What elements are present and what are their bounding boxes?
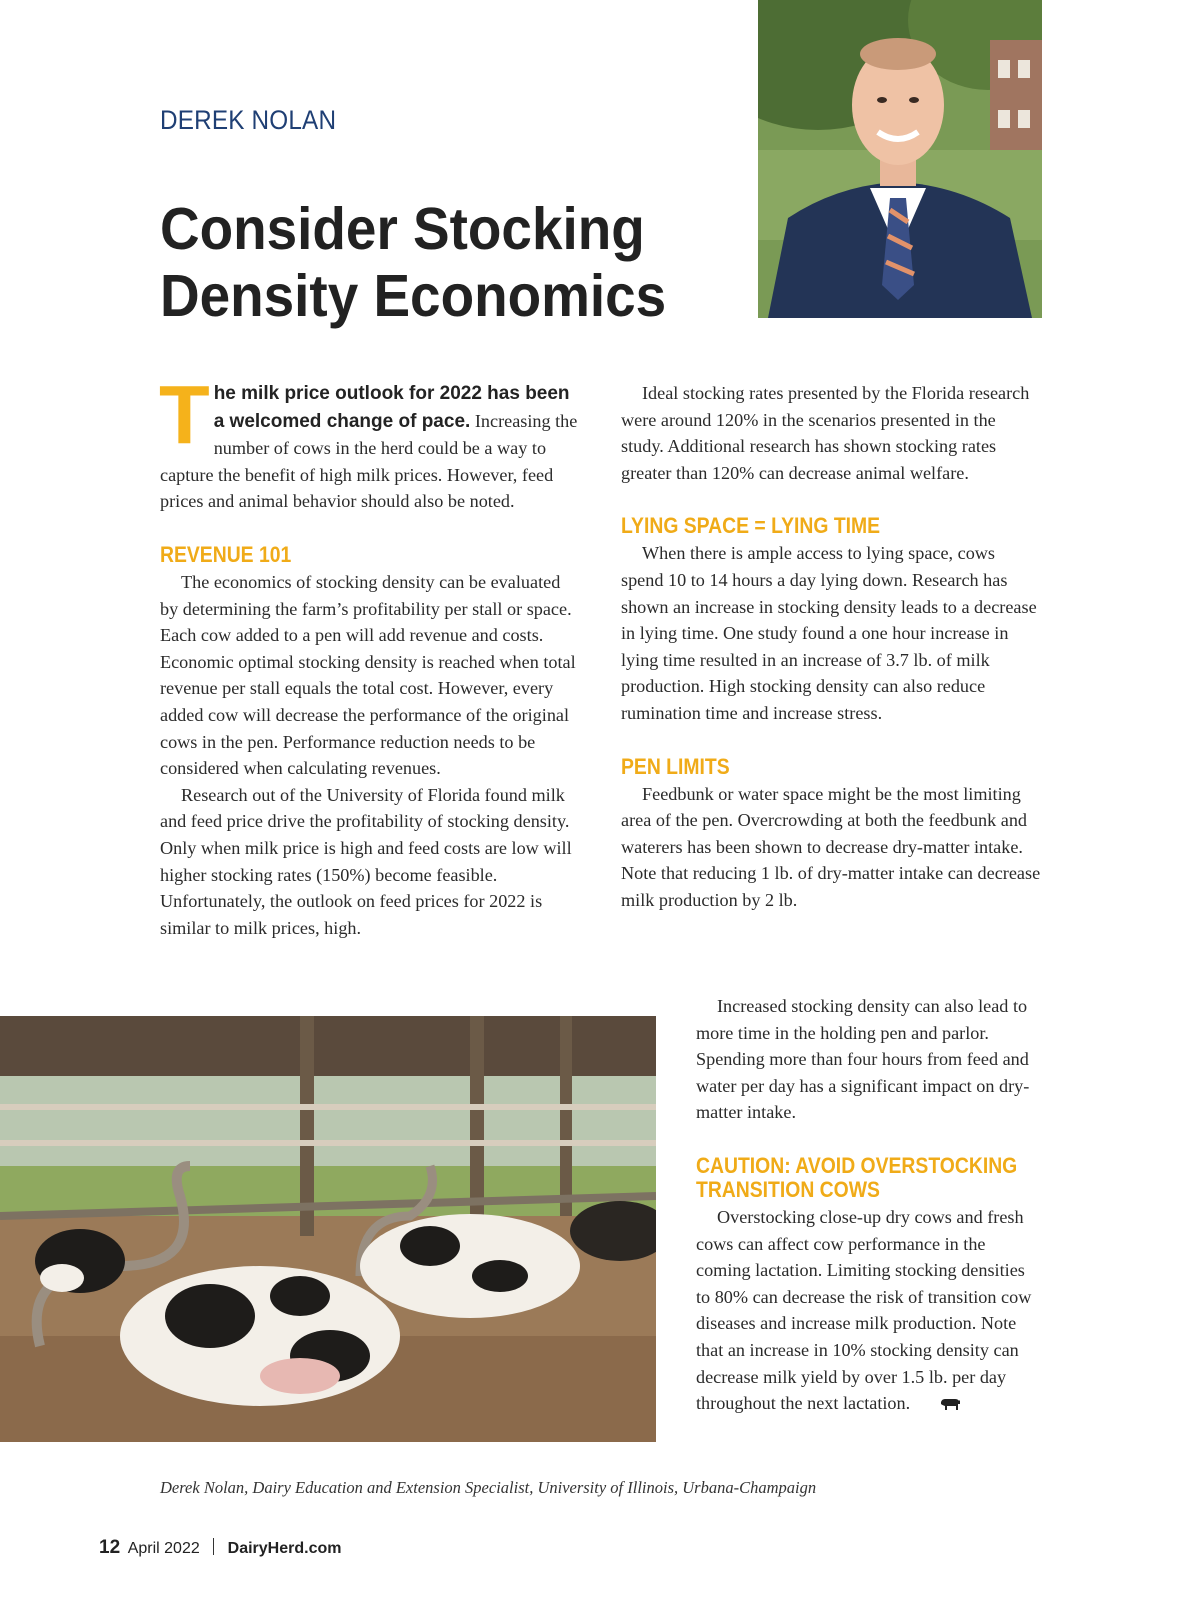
intro-text: Increasing the number of cows in the herd could be a way to capture the benefit of high milk prices. However, feed prices and animal behavior should also be noted. bbox=[160, 410, 578, 512]
column-3 bbox=[696, 993, 1041, 1418]
paragraph-text: Overstocking close-up dry cows and fresh cows can affect cow performance in the coming lactation. Limiting stocking densities to 80% can decrease the risk of transition cow diseases and increase milk production. Note that an increase in 10% stocking density can decrease milk yield by over 1.5 lb. per day throughout the next lactation. bbox=[696, 1206, 1032, 1414]
paragraph: When there is ample access to lying space, cows spend 10 to 14 hours a day lying down. Research has shown an increase in stocking density leads to a decrease in lying time. One study found a one hour increase in lying time resulted in an increase of 3.7 lb. of milk production. High stocking density can also reduce rumination time and increase stress. bbox=[621, 543, 1037, 723]
caution-heading-line-1: CAUTION: AVOID OVERSTOCKING bbox=[696, 1152, 1018, 1178]
column-1 bbox=[159, 368, 580, 941]
section-heading-caution bbox=[696, 1152, 1018, 1202]
intro-paragraph bbox=[159, 368, 580, 515]
cow-photo bbox=[0, 1016, 656, 1442]
section-heading-lying-space: LYING SPACE = LYING TIME bbox=[621, 513, 881, 539]
lead-text: he milk price outlook for 2022 has been a welcomed change of pace. bbox=[213, 383, 570, 432]
title-line-1: Consider Stocking bbox=[160, 196, 645, 262]
site-name: DairyHerd.com bbox=[227, 1540, 342, 1557]
drop-cap: T bbox=[159, 368, 210, 461]
title-line-2: Density Economics bbox=[160, 263, 667, 329]
section-heading-pen-limits: PEN LIMITS bbox=[621, 753, 730, 779]
author-name: DEREK NOLAN bbox=[160, 105, 337, 135]
caution-heading-line-2: TRANSITION COWS bbox=[696, 1176, 880, 1202]
page-number: 12 bbox=[99, 1537, 121, 1558]
cow-icon bbox=[918, 1392, 961, 1419]
article-title bbox=[160, 196, 666, 330]
section-heading-revenue: REVENUE 101 bbox=[160, 541, 292, 567]
issue-date: April 2022 bbox=[127, 1540, 200, 1557]
author-credit: Derek Nolan, Dairy Education and Extension Specialist, University of Illinois, Urbana-Champaign bbox=[160, 1478, 817, 1497]
paragraph: Ideal stocking rates presented by the Florida research were around 120% in the scenarios presented in the study. Additional research has shown stocking rates greater than 120% can decrease animal welfare. bbox=[621, 383, 1030, 483]
paragraph bbox=[696, 1204, 1041, 1418]
column-2 bbox=[621, 380, 1041, 914]
paragraph: Increased stocking density can also lead to more time in the holding pen and parlor. Spending more than four hours from feed and water per day has a significant impact on dry-matter intake. bbox=[696, 996, 1030, 1123]
paragraph: Feedbunk or water space might be the most limiting area of the pen. Overcrowding at both the feedbunk and waterers has been shown to decrease dry-matter intake. Note that reducing 1 lb. of dry-matter intake can decrease milk production by 2 lb. bbox=[621, 783, 1041, 910]
page-footer bbox=[99, 1537, 341, 1559]
paragraph: Research out of the University of Florida found milk and feed price drive the profitability of stocking density. Only when milk price is high and feed costs are low will higher stocking rates (150%) become feasible. Unfortunately, the outlook on feed prices for 2022 is similar to milk prices, high. bbox=[160, 784, 572, 938]
author-portrait bbox=[758, 0, 1042, 318]
paragraph: The economics of stocking density can be evaluated by determining the farm’s profitability per stall or space. Each cow added to a pen will add revenue and costs. Economic optimal stocking density is reached when total revenue per stall equals the total cost. However, every added cow will decrease the performance of the original cows in the pen. Performance reduction needs to be considered when calculating revenues. bbox=[160, 571, 576, 779]
footer-divider bbox=[213, 1538, 214, 1555]
